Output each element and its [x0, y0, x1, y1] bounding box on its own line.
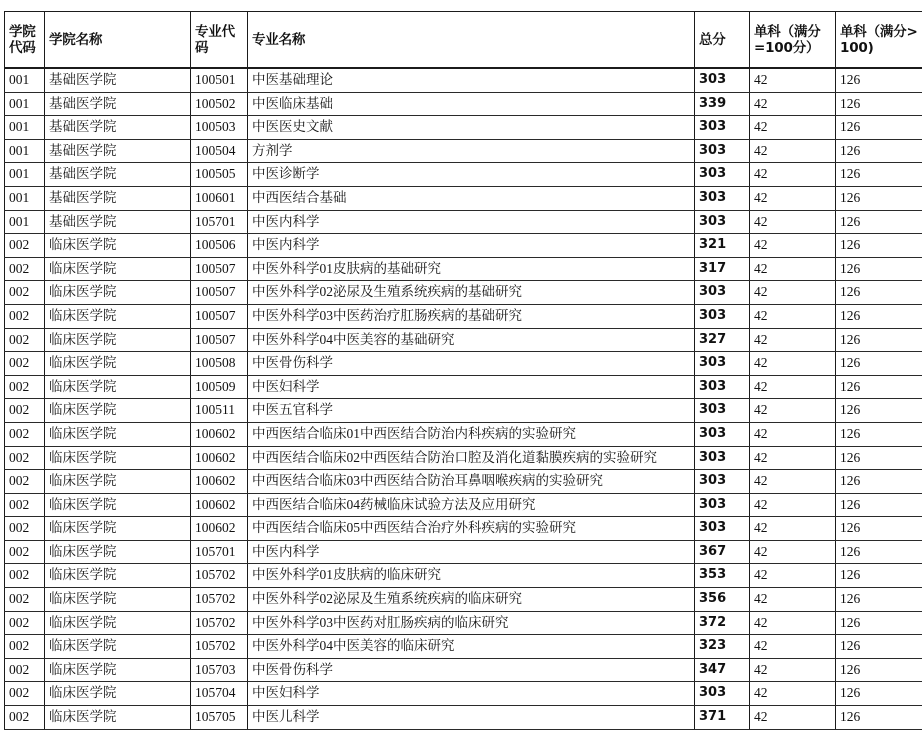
cell-major-code: 100507	[191, 257, 248, 281]
cell-college-name: 临床医学院	[45, 470, 191, 494]
cell-major-code: 105704	[191, 682, 248, 706]
cell-college-code: 002	[5, 470, 45, 494]
cell-major-code: 100602	[191, 517, 248, 541]
cell-major-name: 中医外科学04中医美容的基础研究	[248, 328, 695, 352]
cell-college-code: 002	[5, 540, 45, 564]
cell-single-gt100: 126	[836, 682, 922, 706]
cell-major-name: 中医诊断学	[248, 163, 695, 187]
cell-total-score: 303	[695, 304, 750, 328]
cell-college-name: 临床医学院	[45, 635, 191, 659]
cell-major-name: 中医妇科学	[248, 375, 695, 399]
cell-single-eq100: 42	[750, 564, 836, 588]
cell-major-name: 方剂学	[248, 139, 695, 163]
table-row	[5, 186, 922, 210]
cell-college-code: 002	[5, 682, 45, 706]
cell-single-gt100: 126	[836, 116, 922, 140]
cell-major-name: 中医外科学04中医美容的临床研究	[248, 635, 695, 659]
cell-single-gt100: 126	[836, 92, 922, 116]
cell-single-gt100: 126	[836, 328, 922, 352]
cell-college-name: 基础医学院	[45, 92, 191, 116]
cell-major-code: 100505	[191, 163, 248, 187]
cell-college-code: 001	[5, 186, 45, 210]
cell-total-score: 303	[695, 682, 750, 706]
table-body	[5, 68, 922, 729]
table-row	[5, 352, 922, 376]
table-row	[5, 304, 922, 328]
cell-single-eq100: 42	[750, 517, 836, 541]
column-header-college-code: 学院 代码	[5, 12, 45, 69]
cell-major-code: 100504	[191, 139, 248, 163]
cell-single-gt100: 126	[836, 422, 922, 446]
cell-major-name: 中西医结合基础	[248, 186, 695, 210]
table-row	[5, 706, 922, 730]
cell-major-name: 中医骨伤科学	[248, 658, 695, 682]
cell-single-eq100: 42	[750, 493, 836, 517]
cell-major-code: 105703	[191, 658, 248, 682]
cell-college-code: 002	[5, 706, 45, 730]
cell-major-code: 105702	[191, 588, 248, 612]
cell-college-name: 临床医学院	[45, 517, 191, 541]
cell-single-eq100: 42	[750, 234, 836, 258]
cell-single-gt100: 126	[836, 257, 922, 281]
table-row	[5, 163, 922, 187]
cell-single-gt100: 126	[836, 304, 922, 328]
cell-college-name: 临床医学院	[45, 682, 191, 706]
cell-single-gt100: 126	[836, 281, 922, 305]
cell-college-code: 001	[5, 116, 45, 140]
cell-single-eq100: 42	[750, 446, 836, 470]
cell-college-name: 临床医学院	[45, 540, 191, 564]
table-row	[5, 611, 922, 635]
cell-total-score: 303	[695, 281, 750, 305]
cell-college-name: 临床医学院	[45, 375, 191, 399]
cell-college-code: 002	[5, 422, 45, 446]
cell-college-code: 002	[5, 257, 45, 281]
cell-single-eq100: 42	[750, 68, 836, 92]
cell-total-score: 303	[695, 68, 750, 92]
cell-college-name: 临床医学院	[45, 328, 191, 352]
cell-total-score: 371	[695, 706, 750, 730]
cell-single-eq100: 42	[750, 658, 836, 682]
cell-total-score: 321	[695, 234, 750, 258]
cell-major-name: 中医外科学01皮肤病的基础研究	[248, 257, 695, 281]
cell-major-name: 中西医结合临床05中西医结合治疗外科疾病的实验研究	[248, 517, 695, 541]
cell-single-eq100: 42	[750, 210, 836, 234]
cell-major-code: 105701	[191, 540, 248, 564]
cell-college-code: 002	[5, 352, 45, 376]
cell-total-score: 303	[695, 493, 750, 517]
table-row	[5, 328, 922, 352]
table-row	[5, 422, 922, 446]
cell-major-name: 中医外科学03中医药治疗肛肠疾病的基础研究	[248, 304, 695, 328]
cell-single-gt100: 126	[836, 588, 922, 612]
table-row	[5, 446, 922, 470]
table-row	[5, 257, 922, 281]
cell-major-name: 中医基础理论	[248, 68, 695, 92]
cell-single-gt100: 126	[836, 352, 922, 376]
cell-college-code: 001	[5, 163, 45, 187]
cell-major-code: 100507	[191, 304, 248, 328]
cell-college-name: 临床医学院	[45, 399, 191, 423]
cell-single-gt100: 126	[836, 493, 922, 517]
cell-single-eq100: 42	[750, 304, 836, 328]
cell-college-name: 基础医学院	[45, 68, 191, 92]
table-row	[5, 564, 922, 588]
cell-college-name: 临床医学院	[45, 446, 191, 470]
cell-major-name: 中西医结合临床02中西医结合防治口腔及消化道黏膜疾病的实验研究	[248, 446, 695, 470]
cell-college-name: 临床医学院	[45, 658, 191, 682]
cell-total-score: 303	[695, 446, 750, 470]
cell-major-code: 100508	[191, 352, 248, 376]
table-row	[5, 635, 922, 659]
cell-major-name: 中医儿科学	[248, 706, 695, 730]
cell-single-eq100: 42	[750, 186, 836, 210]
cell-college-code: 001	[5, 68, 45, 92]
cell-college-code: 002	[5, 517, 45, 541]
column-header-single-eq100: 单科（满分=100分）	[750, 12, 836, 69]
cell-major-name: 中医内科学	[248, 540, 695, 564]
column-header-single-gt100: 单科（满分>100)	[836, 12, 922, 69]
cell-major-code: 100602	[191, 446, 248, 470]
table-row	[5, 540, 922, 564]
cell-major-code: 105705	[191, 706, 248, 730]
table-row	[5, 210, 922, 234]
cell-college-name: 基础医学院	[45, 186, 191, 210]
cell-major-code: 100601	[191, 186, 248, 210]
cell-single-eq100: 42	[750, 682, 836, 706]
cell-major-code: 100602	[191, 493, 248, 517]
cell-major-code: 105701	[191, 210, 248, 234]
header-row	[5, 12, 922, 69]
cell-total-score: 303	[695, 375, 750, 399]
table-row	[5, 68, 922, 92]
cell-major-code: 100511	[191, 399, 248, 423]
cell-major-code: 105702	[191, 635, 248, 659]
cell-major-code: 100502	[191, 92, 248, 116]
cell-college-name: 临床医学院	[45, 234, 191, 258]
cell-total-score: 347	[695, 658, 750, 682]
cell-major-code: 100509	[191, 375, 248, 399]
cell-total-score: 303	[695, 517, 750, 541]
cell-college-code: 002	[5, 399, 45, 423]
column-header-total-score: 总分	[695, 12, 750, 69]
cell-total-score: 339	[695, 92, 750, 116]
cell-total-score: 323	[695, 635, 750, 659]
table-row	[5, 399, 922, 423]
cell-single-gt100: 126	[836, 540, 922, 564]
cell-single-eq100: 42	[750, 352, 836, 376]
table-row	[5, 92, 922, 116]
cell-single-eq100: 42	[750, 540, 836, 564]
cell-single-gt100: 126	[836, 210, 922, 234]
cell-college-code: 002	[5, 658, 45, 682]
cell-college-name: 临床医学院	[45, 422, 191, 446]
cell-college-code: 001	[5, 92, 45, 116]
cell-single-eq100: 42	[750, 328, 836, 352]
cell-total-score: 303	[695, 116, 750, 140]
cell-single-eq100: 42	[750, 588, 836, 612]
cell-total-score: 303	[695, 139, 750, 163]
cell-total-score: 367	[695, 540, 750, 564]
cell-college-code: 002	[5, 564, 45, 588]
cell-single-eq100: 42	[750, 399, 836, 423]
cell-major-code: 100602	[191, 422, 248, 446]
cell-single-gt100: 126	[836, 399, 922, 423]
cell-college-code: 001	[5, 210, 45, 234]
cell-single-gt100: 126	[836, 234, 922, 258]
table-row	[5, 517, 922, 541]
cell-total-score: 372	[695, 611, 750, 635]
cell-college-code: 002	[5, 588, 45, 612]
cell-single-eq100: 42	[750, 635, 836, 659]
cell-major-code: 100507	[191, 328, 248, 352]
cell-college-name: 临床医学院	[45, 588, 191, 612]
cell-college-code: 001	[5, 139, 45, 163]
cell-total-score: 303	[695, 186, 750, 210]
cell-college-name: 临床医学院	[45, 611, 191, 635]
cell-single-eq100: 42	[750, 422, 836, 446]
cell-total-score: 317	[695, 257, 750, 281]
cell-single-eq100: 42	[750, 163, 836, 187]
cell-major-name: 中医五官科学	[248, 399, 695, 423]
cell-college-name: 临床医学院	[45, 706, 191, 730]
table-row	[5, 375, 922, 399]
table-row	[5, 682, 922, 706]
cell-major-name: 中医内科学	[248, 210, 695, 234]
cell-major-code: 100503	[191, 116, 248, 140]
cell-major-code: 105702	[191, 611, 248, 635]
cell-college-name: 临床医学院	[45, 352, 191, 376]
cell-single-eq100: 42	[750, 257, 836, 281]
cell-total-score: 353	[695, 564, 750, 588]
cell-major-name: 中医外科学02泌尿及生殖系统疾病的临床研究	[248, 588, 695, 612]
cell-major-name: 中西医结合临床01中西医结合防治内科疾病的实验研究	[248, 422, 695, 446]
cell-single-eq100: 42	[750, 281, 836, 305]
cell-major-name: 中医临床基础	[248, 92, 695, 116]
cell-single-eq100: 42	[750, 470, 836, 494]
cell-major-name: 中医内科学	[248, 234, 695, 258]
cell-college-code: 002	[5, 328, 45, 352]
table-row	[5, 588, 922, 612]
cell-college-code: 002	[5, 611, 45, 635]
cell-single-gt100: 126	[836, 375, 922, 399]
cell-major-code: 100506	[191, 234, 248, 258]
cell-single-gt100: 126	[836, 470, 922, 494]
cell-single-eq100: 42	[750, 375, 836, 399]
cell-single-eq100: 42	[750, 611, 836, 635]
cell-college-name: 基础医学院	[45, 139, 191, 163]
cell-college-code: 002	[5, 304, 45, 328]
cell-single-gt100: 126	[836, 517, 922, 541]
cell-single-gt100: 126	[836, 658, 922, 682]
cell-single-gt100: 126	[836, 163, 922, 187]
cell-total-score: 303	[695, 163, 750, 187]
cell-major-name: 中医外科学03中医药对肛肠疾病的临床研究	[248, 611, 695, 635]
table-row	[5, 470, 922, 494]
cell-single-gt100: 126	[836, 635, 922, 659]
cell-major-name: 中医骨伤科学	[248, 352, 695, 376]
column-header-major-code: 专业代码	[191, 12, 248, 69]
table-row	[5, 658, 922, 682]
column-header-college-name: 学院名称	[45, 12, 191, 69]
cell-total-score: 303	[695, 352, 750, 376]
cell-college-name: 临床医学院	[45, 281, 191, 305]
cell-major-name: 中西医结合临床04药械临床试验方法及应用研究	[248, 493, 695, 517]
cell-college-code: 002	[5, 493, 45, 517]
cell-single-eq100: 42	[750, 139, 836, 163]
column-header-major-name: 专业名称	[248, 12, 695, 69]
table-row	[5, 116, 922, 140]
table-row	[5, 281, 922, 305]
admission-score-table	[4, 11, 922, 730]
cell-single-gt100: 126	[836, 139, 922, 163]
cell-single-eq100: 42	[750, 116, 836, 140]
cell-single-eq100: 42	[750, 92, 836, 116]
cell-total-score: 356	[695, 588, 750, 612]
cell-total-score: 303	[695, 210, 750, 234]
cell-major-name: 中医妇科学	[248, 682, 695, 706]
cell-single-gt100: 126	[836, 446, 922, 470]
cell-major-code: 100602	[191, 470, 248, 494]
cell-single-eq100: 42	[750, 706, 836, 730]
cell-college-name: 临床医学院	[45, 304, 191, 328]
cell-college-name: 临床医学院	[45, 493, 191, 517]
table-row	[5, 139, 922, 163]
cell-major-name: 中医医史文献	[248, 116, 695, 140]
cell-single-gt100: 126	[836, 186, 922, 210]
cell-single-gt100: 126	[836, 611, 922, 635]
cell-total-score: 303	[695, 399, 750, 423]
table-header	[5, 12, 922, 69]
cell-major-name: 中西医结合临床03中西医结合防治耳鼻咽喉疾病的实验研究	[248, 470, 695, 494]
cell-college-name: 基础医学院	[45, 210, 191, 234]
cell-major-name: 中医外科学02泌尿及生殖系统疾病的基础研究	[248, 281, 695, 305]
cell-college-code: 002	[5, 446, 45, 470]
table-row	[5, 493, 922, 517]
cell-college-name: 基础医学院	[45, 116, 191, 140]
cell-college-code: 002	[5, 281, 45, 305]
cell-single-gt100: 126	[836, 564, 922, 588]
cell-college-code: 002	[5, 635, 45, 659]
cell-major-code: 100501	[191, 68, 248, 92]
cell-college-code: 002	[5, 234, 45, 258]
cell-college-name: 基础医学院	[45, 163, 191, 187]
cell-single-gt100: 126	[836, 68, 922, 92]
cell-major-name: 中医外科学01皮肤病的临床研究	[248, 564, 695, 588]
cell-total-score: 303	[695, 470, 750, 494]
cell-major-code: 100507	[191, 281, 248, 305]
cell-total-score: 303	[695, 422, 750, 446]
cell-college-name: 临床医学院	[45, 257, 191, 281]
cell-single-gt100: 126	[836, 706, 922, 730]
cell-total-score: 327	[695, 328, 750, 352]
cell-major-code: 105702	[191, 564, 248, 588]
table-row	[5, 234, 922, 258]
cell-college-name: 临床医学院	[45, 564, 191, 588]
cell-college-code: 002	[5, 375, 45, 399]
